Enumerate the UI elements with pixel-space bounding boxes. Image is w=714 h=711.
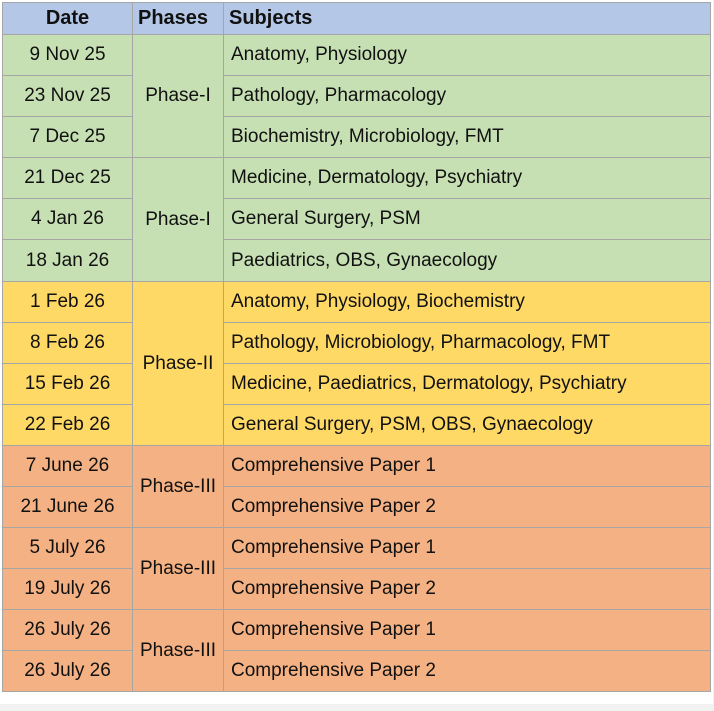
date-cell: 26 July 26 [3, 610, 133, 651]
date-cell: 21 Dec 25 [3, 158, 133, 199]
subjects-cell: Pathology, Pharmacology [224, 76, 711, 117]
subjects-cell: General Surgery, PSM [224, 199, 711, 240]
date-cell: 26 July 26 [3, 651, 133, 692]
subjects-cell: Anatomy, Physiology, Biochemistry [224, 282, 711, 323]
table-row [3, 240, 711, 282]
date-cell: 21 June 26 [3, 487, 133, 528]
subjects-cell: Comprehensive Paper 2 [224, 651, 711, 692]
table-row [3, 651, 711, 692]
date-cell: 18 Jan 26 [3, 240, 133, 282]
table-row [3, 405, 711, 446]
table-row [3, 323, 711, 364]
table-row [3, 487, 711, 528]
subjects-cell: Paediatrics, OBS, Gynaecology [224, 240, 711, 282]
subjects-cell: Medicine, Paediatrics, Dermatology, Psychiatry [224, 364, 711, 405]
table-row [3, 35, 711, 76]
subjects-cell: Comprehensive Paper 1 [224, 610, 711, 651]
subjects-cell: Biochemistry, Microbiology, FMT [224, 117, 711, 158]
table-row [3, 446, 711, 487]
subjects-cell: Pathology, Microbiology, Pharmacology, FMT [224, 323, 711, 364]
phase-cell: Phase-II [133, 282, 224, 446]
table-row [3, 610, 711, 651]
table-row [3, 364, 711, 405]
date-cell: 15 Feb 26 [3, 364, 133, 405]
subjects-cell: Medicine, Dermatology, Psychiatry [224, 158, 711, 199]
phase-cell: Phase-I [133, 158, 224, 282]
table-row [3, 117, 711, 158]
table-row [3, 528, 711, 569]
phase-cell: Phase-III [133, 528, 224, 610]
phase-cell: Phase-III [133, 446, 224, 528]
date-cell: 5 July 26 [3, 528, 133, 569]
header-phases: Phases [133, 3, 224, 35]
table-row [3, 282, 711, 323]
date-cell: 19 July 26 [3, 569, 133, 610]
header-date: Date [3, 3, 133, 35]
exam-schedule-table [2, 2, 711, 692]
subjects-cell: Comprehensive Paper 1 [224, 446, 711, 487]
date-cell: 23 Nov 25 [3, 76, 133, 117]
subjects-cell: Comprehensive Paper 1 [224, 528, 711, 569]
subjects-cell: Comprehensive Paper 2 [224, 487, 711, 528]
header-row [3, 3, 711, 35]
date-cell: 4 Jan 26 [3, 199, 133, 240]
subjects-cell: Comprehensive Paper 2 [224, 569, 711, 610]
subjects-cell: Anatomy, Physiology [224, 35, 711, 76]
date-cell: 22 Feb 26 [3, 405, 133, 446]
subjects-cell: General Surgery, PSM, OBS, Gynaecology [224, 405, 711, 446]
table-row [3, 199, 711, 240]
date-cell: 9 Nov 25 [3, 35, 133, 76]
date-cell: 7 Dec 25 [3, 117, 133, 158]
phase-cell: Phase-I [133, 35, 224, 158]
date-cell: 8 Feb 26 [3, 323, 133, 364]
date-cell: 1 Feb 26 [3, 282, 133, 323]
table-row [3, 569, 711, 610]
header-subjects: Subjects [224, 3, 711, 35]
table-row [3, 158, 711, 199]
date-cell: 7 June 26 [3, 446, 133, 487]
phase-cell: Phase-III [133, 610, 224, 692]
table-row [3, 76, 711, 117]
